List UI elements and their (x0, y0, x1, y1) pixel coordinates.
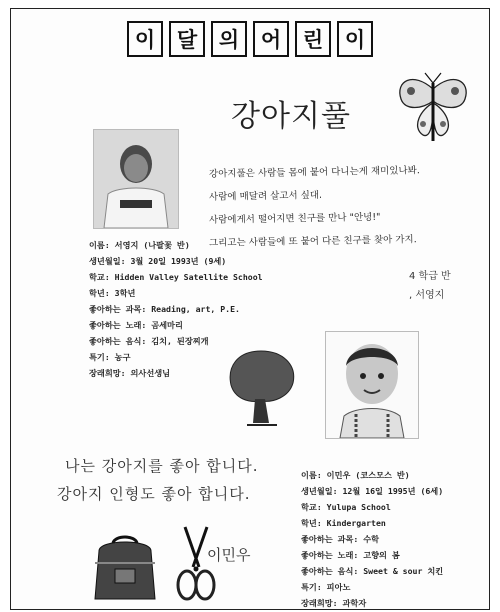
profile-line: 학년: Kindergarten (301, 518, 386, 528)
profile-line: 좋아하는 과목: Reading, art, P.E. (89, 304, 240, 314)
profile-line: 특기: 농구 (89, 352, 131, 362)
profile-line: 좋아하는 음식: Sweet & sour 치킨 (301, 566, 444, 576)
poem-line: 그리고는 사람들에 또 붙어 다른 친구를 찾아 가지. (208, 234, 417, 249)
profile-line: 특기: 피아노 (301, 582, 351, 592)
profile-line: 생년월일: 12월 16일 1995년 (6세) (301, 486, 444, 496)
poem-line: 사람에게서 떨어지면 친구를 만나 "안녕!" (208, 211, 381, 226)
tree-drawing (223, 347, 299, 427)
newsletter-page (10, 8, 490, 610)
profile-line: 좋아하는 과목: 수학 (301, 534, 380, 544)
profile-line: 이름: 이민우 (코스모스 반) (301, 470, 410, 480)
poem-author: , 서영지 (409, 290, 445, 301)
profile-line: 좋아하는 노래: 고향의 봄 (301, 550, 400, 560)
title-char: 이 (127, 21, 163, 57)
page-title (11, 21, 489, 57)
profile-line: 학교: Yulupa School (301, 502, 391, 512)
poem-line: 강아지풀은 사람들 몸에 붙어 다니는게 재미있나봐. (208, 165, 420, 180)
title-char: 의 (211, 21, 247, 57)
profile-line: 학년: 3학년 (89, 288, 136, 298)
poem-line: 사람에 매달려 살고서 싶대. (208, 189, 323, 203)
poem-class-label: 4 학급 반 (409, 271, 451, 282)
title-char: 어 (253, 21, 289, 57)
profile-line: 생년월일: 3월 20일 1993년 (9세) (89, 256, 227, 266)
profile-line: 좋아하는 음식: 김치, 된장찌개 (89, 336, 209, 346)
title-char: 달 (169, 21, 205, 57)
handwriting-line: 나는 강아지를 좋아 합니다. (65, 457, 259, 475)
profile-line: 학교: Hidden Valley Satellite School (89, 272, 263, 282)
profile-line: 좋아하는 노래: 곰세마리 (89, 320, 183, 330)
butterfly-drawing (393, 69, 473, 149)
title-char: 이 (337, 21, 373, 57)
student-photo-2 (325, 331, 419, 439)
handwriting-line: 강아지 인형도 좋아 합니다. (57, 485, 251, 503)
title-char: 린 (295, 21, 331, 57)
profile-line: 이름: 서영지 (나팔꽃 반) (89, 240, 190, 250)
poem-title: 강아지풀 (231, 99, 351, 134)
profile-line: 장래희망: 의사선생님 (89, 368, 171, 378)
student2-profile (301, 467, 443, 610)
profile-line: 장래희망: 과학자 (301, 598, 367, 608)
student2-signature: 이민우 (207, 546, 251, 564)
backpack-drawing (85, 533, 165, 605)
student-photo-1 (93, 129, 179, 229)
